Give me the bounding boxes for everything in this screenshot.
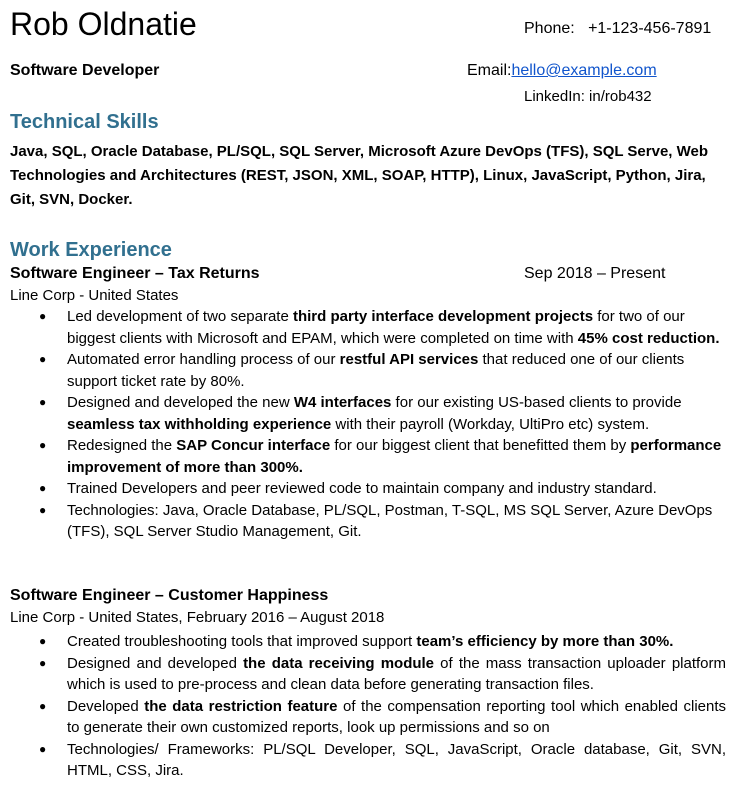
bullet-item (10, 349, 726, 392)
job-title: Software Engineer – Tax Returns (10, 265, 260, 282)
bullet-highlight: performance improvement of more than 300%. (67, 437, 722, 476)
bullet-highlight: 45% cost reduction. (577, 329, 720, 347)
bullet-text: Led development of two separate (67, 308, 293, 325)
skills-heading: Technical Skills (10, 111, 159, 133)
bullet-text: Technologies/ Frameworks: PL/SQL Developer, SQL, JavaScript, Oracle database, Git, SVN, HTML, CSS, Jira. (67, 740, 726, 779)
bullet-highlight: team’s efficiency by more than 30%. (416, 633, 674, 650)
linkedin-handle: LinkedIn: in/rob432 (524, 88, 652, 105)
phone-line (524, 20, 711, 38)
job-title: Software Engineer – Customer Happiness (10, 587, 329, 604)
bullet-dot-icon: ● (39, 309, 47, 323)
bullet-item (10, 696, 726, 739)
email-link[interactable]: hello@example.com (511, 62, 657, 79)
bullet-text: for our existing US-based clients to provide (391, 394, 682, 411)
bullet-item (10, 478, 726, 500)
bullet-text: Automated error handling process of our (67, 351, 340, 368)
candidate-name: Rob Oldnatie (10, 6, 197, 42)
bullet-dot-icon: ● (39, 741, 47, 756)
experience-heading: Work Experience (10, 239, 172, 261)
skills-list: Java, SQL, Oracle Database, PL/SQL, SQL Server, Microsoft Azure DevOps (TFS), SQL Serve, Web Technologies and Architectures (REST, JSON, XML, SOAP, HTTP), Linux, JavaScript, Python, Jira, Git, SVN, Docker. (10, 143, 709, 208)
job-dates: Sep 2018 – Present (524, 265, 666, 282)
bullet-text: for two of our biggest clients with Microsoft and EPAM, which were completed on time with (67, 308, 685, 347)
bullet-item (10, 739, 726, 782)
bullet-item (10, 392, 726, 435)
bullet-text: Technologies: Java, Oracle Database, PL/SQL, Postman, T-SQL, MS SQL Server, Azure DevOps (TFS), SQL Server Studio Management, Git. (67, 501, 713, 540)
bullet-text: Trained Developers and peer reviewed code to maintain company and industry standard. (67, 480, 657, 497)
bullet-dot-icon: ● (39, 438, 47, 452)
bullet-dot-icon: ● (39, 655, 47, 670)
bullet-highlight: SAP Concur interface (176, 437, 331, 454)
bullet-text: Designed and developed (67, 654, 244, 672)
job-company: Line Corp - United States (10, 287, 179, 304)
bullet-text: of the mass transaction uploader platform which is used to pre-process and clean data before generating transaction files. (67, 654, 727, 693)
bullet-highlight: the data receiving module (243, 654, 435, 672)
email-line (467, 62, 657, 80)
phone-label: Phone: (524, 20, 575, 37)
bullet-highlight: restful API services (339, 351, 479, 368)
bullet-dot-icon: ● (39, 634, 47, 648)
bullet-dot-icon: ● (39, 481, 47, 495)
bullet-text: for our biggest client that benefitted them by (330, 437, 631, 454)
bullet-dot-icon: ● (39, 352, 47, 366)
bullet-text: that reduced one of our clients support ticket rate by 80%. (67, 351, 685, 390)
phone-number: +1-123-456-7891 (588, 20, 712, 37)
bullet-text: of the compensation reporting tool which enabled clients to generate their own customized reports, look up permissions and so on (67, 697, 727, 736)
job-bullets (10, 631, 726, 782)
candidate-role: Software Developer (10, 62, 160, 79)
bullet-text: with their payroll (Workday, UltiPro etc) system. (331, 415, 650, 433)
bullet-text: Redesigned the (67, 437, 177, 454)
bullet-item (10, 653, 726, 696)
email-label: Email: (467, 62, 512, 79)
bullet-text: Created troubleshooting tools that improved support (67, 633, 417, 650)
bullet-highlight: W4 interfaces (293, 394, 392, 411)
bullet-item (10, 500, 726, 543)
job-bullets (10, 306, 726, 543)
bullet-highlight: third party interface development projects (292, 308, 594, 325)
bullet-text: Designed and developed the new (67, 394, 294, 411)
bullet-text: Developed (67, 697, 145, 715)
bullet-item (10, 631, 726, 653)
bullet-highlight: seamless tax withholding experience (67, 415, 332, 433)
bullet-item (10, 435, 726, 478)
job-company: Line Corp - United States, February 2016 – August 2018 (10, 609, 385, 626)
bullet-item (10, 306, 726, 349)
bullet-dot-icon: ● (39, 395, 47, 409)
bullet-highlight: the data restriction feature (144, 697, 338, 715)
bullet-dot-icon: ● (39, 502, 47, 517)
bullet-dot-icon: ● (39, 698, 47, 713)
